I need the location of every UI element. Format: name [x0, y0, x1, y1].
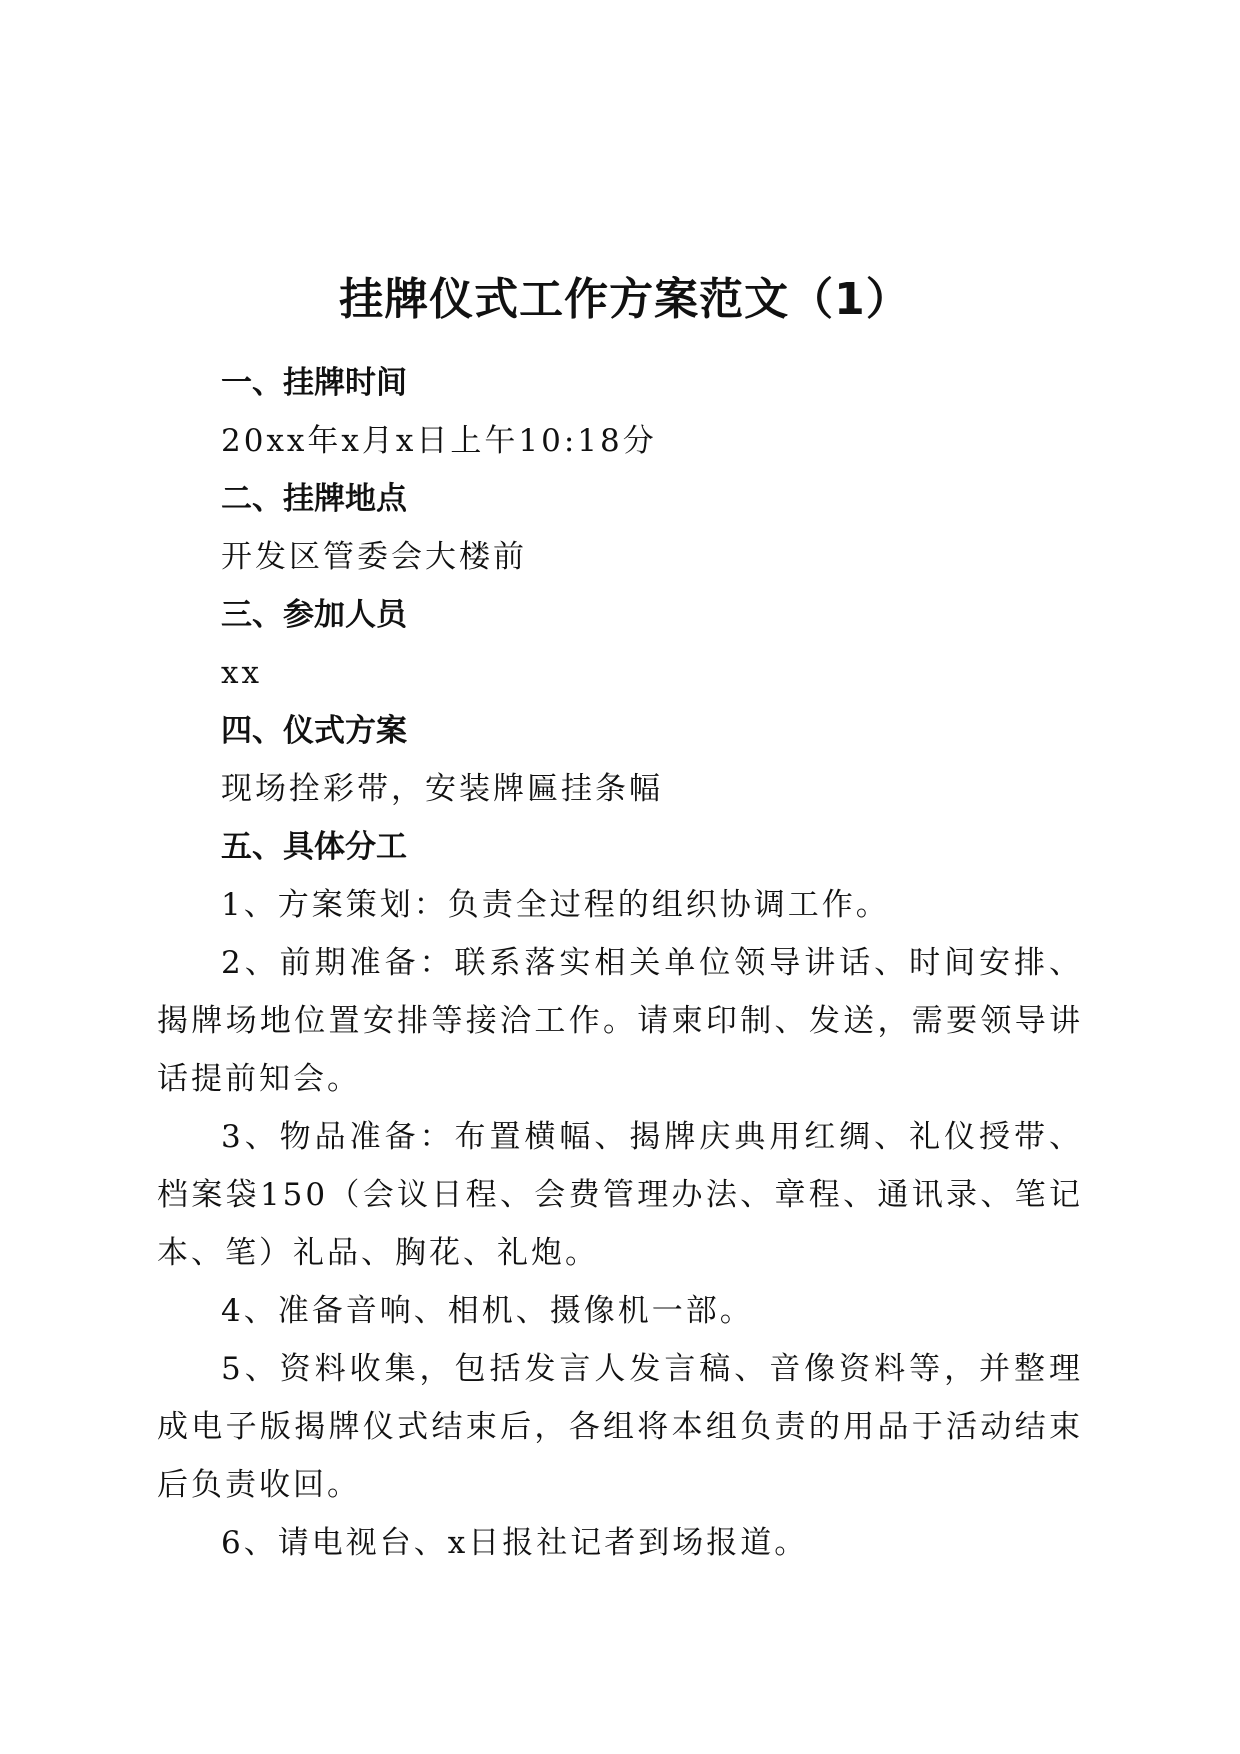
section-heading-division: 五、具体分工 [221, 829, 407, 865]
section-heading-location: 二、挂牌地点 [221, 481, 407, 517]
division-item-3: 3、物品准备：布置横幅、揭牌庆典用红绸、礼仪授带、档案袋150（会议日程、会费管理办法、章程、通讯录、笔记本、笔）礼品、胸花、礼炮。 [157, 1119, 1083, 1271]
section-heading-time: 一、挂牌时间 [221, 365, 407, 401]
section-body-participants: xx [221, 655, 262, 691]
section-body-location: 开发区管委会大楼前 [221, 539, 527, 575]
section-heading-ceremony: 四、仪式方案 [221, 713, 407, 749]
division-item-1: 1、方案策划：负责全过程的组织协调工作。 [221, 887, 890, 923]
section-body-time: 20xx年x月x日上午10:18分 [221, 423, 657, 459]
document-content [157, 268, 1083, 1572]
section-heading-participants: 三、参加人员 [221, 597, 407, 633]
document-title: 挂牌仪式工作方案范文（1） [339, 274, 911, 325]
division-item-5: 5、资料收集，包括发言人发言稿、音像资料等，并整理成电子版揭牌仪式结束后，各组将本组负责的用品于活动结束后负责收回。 [157, 1351, 1083, 1503]
section-body-ceremony: 现场拴彩带，安装牌匾挂条幅 [221, 771, 663, 807]
division-item-2: 2、前期准备：联系落实相关单位领导讲话、时间安排、揭牌场地位置安排等接洽工作。请柬印制、发送，需要领导讲话提前知会。 [157, 945, 1083, 1097]
division-item-4: 4、准备音响、相机、摄像机一部。 [221, 1293, 754, 1329]
division-item-6: 6、请电视台、x日报社记者到场报道。 [221, 1525, 809, 1561]
